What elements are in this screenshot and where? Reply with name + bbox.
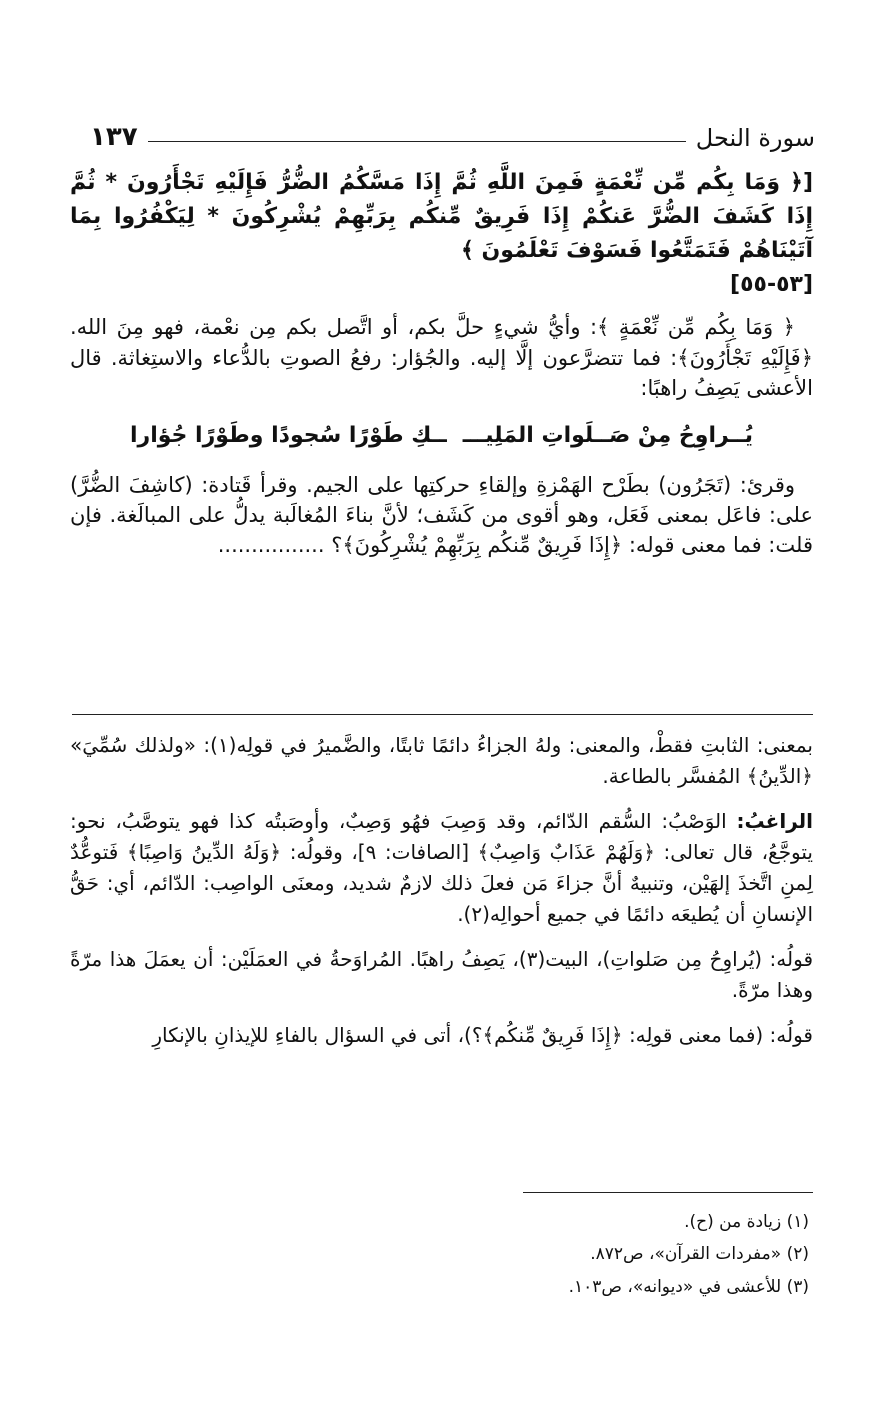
commentary-paragraph-2: وقرئ: (تَجَرُون) بطَرْح الهَمْزةِ وإلقاءِ حركتِها على الجيم. وقرأ قَتادة: (كاشِفَ الضُّرَّ) على: فاعَل بمعنى فَعَل، وهو أقوى من كَشَف؛ لأنَّ بناءَ المُغالَبة يدلُّ على المبالَغة. فإن قلت: فما معنى قوله: ﴿إِذَا فَرِيقٌ مِّنكُم بِرَبِّهِمْ يُشْرِكُونَ﴾؟ ................ — [70, 472, 813, 558]
poem-second-hemistich: ــكِ طَوْرًا سُجودًا وطَوْرًا جُؤارا — [130, 422, 447, 448]
surah-title: سورة النحل — [695, 124, 815, 152]
header-rule — [148, 141, 686, 142]
poem-first-hemistich: يُــراوِحُ مِنْ صَــلَواتِ المَلِيـــ — [462, 422, 753, 448]
gloss-text: الوَصْبُ: السُّقم الدّائم، وقد وَصِبَ فهُو وَصِبٌ، وأوصَبتُه كذا فهو يتوصَّبُ، نحو: يتوجَّعُ، قال تعالى: ﴿وَلَهُمْ عَذَابٌ وَاصِبٌ﴾ [الصافات: ٩]، وقولُه: ﴿وَلَهُ الدِّينُ وَاصِبًا﴾ فَتوعُّدٌ لِمنِ اتَّخذَ إلهَيْن، وتنبيهٌ أنَّ جزاءَ مَن فعلَ ذلك لازمٌ شديد، ومعنَى الواصِب: الدّائم، أي: حَقُّ الإنسانِ أن يُطيعَه دائمًا في جميع أحوالِه(٢). — [70, 809, 813, 926]
commentary-paragraph-1: ﴿ وَمَا بِكُم مِّن نِّعْمَةٍ ﴾: وأيُّ شيءٍ حلَّ بكم، أو اتَّصل بكم مِن نعْمة، فهو مِنَ الله. ﴿فَإِلَيْهِ تَجْأَرُونَ﴾: فما تتضرَّعون إلَّا إليه. والجُؤار: رفعُ الصوتِ بالدُّعاء والاستِغاثة. قال الأعشى يَصِفُ راهبًا: — [70, 315, 813, 401]
footnotes — [309, 1206, 809, 1303]
verse-reference: [٥٣-٥٥] — [730, 272, 813, 298]
gloss-paragraph-1: بمعنى: الثابتِ فقطْ، والمعنى: ولهُ الجزاءُ دائمًا ثابتًا، والضَّميرُ في قولِه(١): «ولذلك سُمِّيَ» ﴿الدِّينُ﴾ المُفسَّر بالطاعة. — [70, 733, 813, 788]
poem-verse — [70, 420, 813, 452]
verse-text: [﴿ وَمَا بِكُم مِّن نِّعْمَةٍ فَمِنَ اللَّهِ ثُمَّ إِذَا مَسَّكُمُ الضُّرُّ فَإِلَيْهِ تَجْأَرُونَ * ثُمَّ إِذَا كَشَفَ الضُّرَّ عَنكُمْ إِذَا فَرِيقٌ مِّنكُم بِرَبِّهِمْ يُشْرِكُونَ * لِيَكْفُرُوا بِمَا آتَيْنَاهُمْ فَتَمَتَّعُوا فَسَوْفَ تَعْلَمُونَ ﴾ — [70, 170, 813, 264]
quran-verse-block — [70, 166, 813, 302]
footnote-rule — [523, 1192, 813, 1193]
footnote-3: (٣) للأعشى في «ديوانه»، ص١٠٣. — [568, 1276, 809, 1297]
page-number: ١٣٧ — [90, 122, 138, 152]
footnote-1: (١) زيادة من (ح). — [684, 1212, 809, 1232]
gloss-paragraph-4: قولُه: (فما معنى قولِه: ﴿إِذَا فَرِيقٌ مِّنكُم﴾؟)، أتى في السؤال بالفاءِ للإيذانِ بالإنكارِ — [152, 1023, 813, 1047]
gloss-paragraph-3: قولُه: (يُراوِحُ مِن صَلواتِ)، البيت(٣)، يَصِفُ راهبًا. المُراوَحةُ في العمَلَيْن: أن يعمَلَ هذا مرّةً وهذا مرّةً. — [70, 947, 814, 1002]
footnote-2: (٢) «مفردات القرآن»، ص٨٧٢. — [590, 1244, 809, 1265]
section-divider — [72, 714, 813, 715]
gloss-paragraph-2 — [70, 806, 813, 930]
main-text — [70, 166, 813, 573]
gloss-lead: الراغبُ: — [736, 809, 813, 833]
running-header — [90, 112, 815, 152]
glosses-section — [70, 730, 813, 1065]
